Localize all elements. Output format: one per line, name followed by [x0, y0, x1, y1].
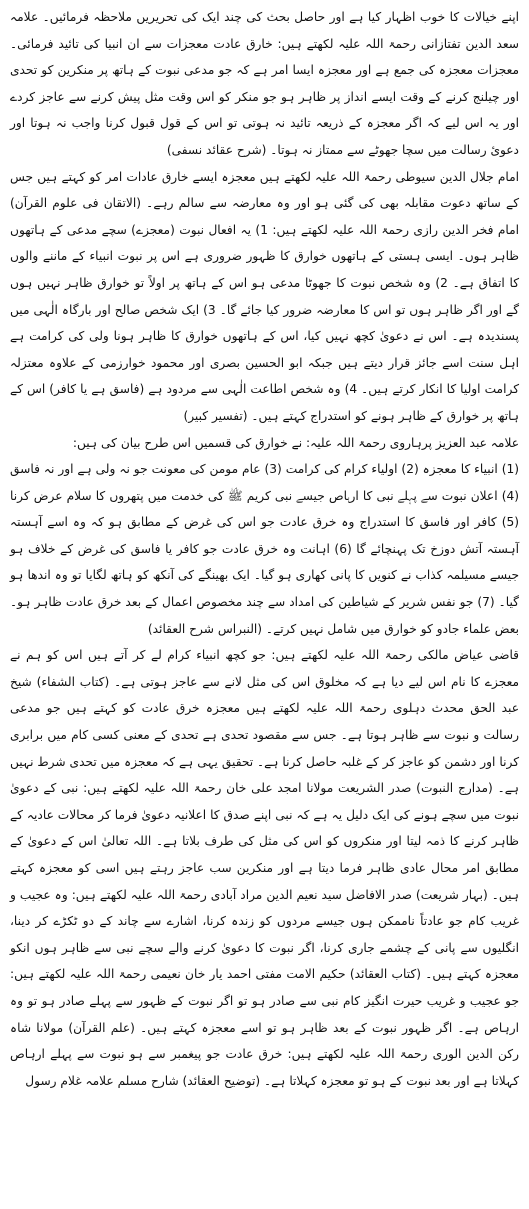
paragraph-types-of-khawariq: (1) انبیاء کا معجزہ (2) اولیاء کرام کی کرامت (3) عام مومن کی معونت جو نہ ولی ہے اور نہ فاسق (4) اعلان نبوت سے پہلے نبی کا ارہاص جیسے نبی کریم ﷺ کی خدمت میں پتھروں کا سلام عرض کرنا (5) کافر اور فاسق کا استدراج وہ خرق عادت جو اس کی غرض کے مطابق ہو کہ وہ اسے آہستہ آہستہ آتش دوزخ تک پہنچائے گا (6) اہانت وہ خرق عادت جو کافر یا فاسق کی غرض کے خلاف ہو جیسے مسیلمہ کذاب نے کنویں کا پانی کھاری ہو گیا۔ ایک بھینگے کی آنکھ کو ہاتھ لگایا تو وہ اندھا ہو گیا۔ (7) جو نفس شریر کے شیاطین کی امداد سے چند مخصوص اعمال کے بعد خرق عادت ظاہر ہو۔ بعض علماء جادو کو خوارق میں شامل نہیں کرتے۔ (النبراس شرح العقائد) — [10, 462, 519, 636]
paragraph-suyuti-razi: امام جلال الدین سیوطی رحمۃ اللہ علیہ لکھتے ہیں معجزہ ایسے خارق عادات امر کو کہتے ہیں جس کے ساتھ دعوت مقابلہ بھی کی گئی ہو اور وہ معارضہ سے سالم رہے۔ (الاتقان فی علوم القرآن) امام فخر الدین رازی رحمۃ اللہ علیہ لکھتے ہیں: 1) یہ افعال نبوت (معجزے) سچے مدعی کے ہاتھوں ظاہر ہوں۔ ایسی ہستی کے ہاتھوں خوارق کا ظہور ضروری ہے اس پر نبوت انبیاء کے ماننے والوں کا اتفاق ہے۔ 2) وہ شخص نبوت کا جھوٹا مدعی ہو اس کے ہاتھ پر اولاً تو خوارق ظاہر نہیں ہوں گے اور اگر ظاہر ہوں تو اس کا معارضہ ضرور کیا جائے گا۔ 3) ایک شخص صالح اور بارگاہ الٰہی میں پسندیدہ ہے۔ اس نے دعویٰ کچھ نہیں کیا، اس کے ہاتھوں خوارق کا ظاہر ہونا ولی کی کرامت ہے اہل سنت اسے جائز قرار دیتے ہیں جبکہ ابو الحسین بصری اور محمود خوارزمی کے علاوہ معتزلہ کرامت اولیا کا انکار کرتے ہیں۔ 4) وہ شخص اطاعت الٰہی سے مردود ہے (فاسق ہے یا کافر) اس کے ہاتھ پر خوارق کے ظاہر ہونے کو استدراج کہتے ہیں۔ (تفسیر کبیر) — [10, 169, 520, 423]
paragraph-qazi-iyaz-and-others: قاضی عیاض مالکی رحمۃ اللہ علیہ لکھتے ہیں: جو کچھ انبیاء کرام لے کر آتے ہیں اس کو ہم نے معجزے کا نام اس لیے دیا ہے کہ مخلوق اس کی مثل لانے سے عاجز ہوتی ہے۔ (کتاب الشفاء) شیخ عبد الحق محدث دہلوی رحمۃ اللہ علیہ لکھتے ہیں معجزہ خرق عادت کو کہتے ہیں جو مدعی رسالت و نبوت سے ظاہر ہوتا ہے۔ جس سے مقصود تحدی ہے تحدی کے معنی کسی کام میں برابری کرنا اور دشمن کو عاجز کر کے غلبہ حاصل کرنا ہے۔ تحقیق یہی ہے کہ معجزہ میں تحدی شرط نہیں ہے۔ (مدارج النبوت) صدر الشریعت مولانا امجد علی خان رحمۃ اللہ علیہ لکھتے ہیں: نبی کے دعویٰ نبوت میں سچے ہونے کی ایک دلیل یہ ہے کہ نبی اپنے صدق کا اعلانیہ دعویٰ فرما کر محالات عادیہ کے ظاہر کرنے کا ذمہ لیتا اور منکروں کو اس کی مثل کی طرف بلاتا ہے۔ اللہ تعالیٰ اس کے دعویٰ کے مطابق امر محال عادی ظاہر فرما دیتا ہے اور منکرین سب عاجز رہتے ہیں اسی کو معجزہ کہتے ہیں۔ (بہار شریعت) صدر الافاضل سید نعیم الدین مراد آبادی رحمۃ اللہ علیہ لکھتے ہیں: وہ عجیب و غریب کام جو عادتاً ناممکن ہوں جیسے مردوں کو زندہ کرنا، اشارے سے چاند کے دو ٹکڑے کر دینا، انگلیوں سے پانی کے چشمے جاری کرنا، اگر نبوت کا دعویٰ کرنے والے سچے نبی سے ظاہر ہوں انکو معجزہ کہتے ہیں۔ (کتاب العقائد) حکیم الامت مفتی احمد یار خان نعیمی رحمۃ اللہ علیہ لکھتے ہیں: جو عجیب و غریب حیرت انگیز کام نبی سے صادر ہو تو اگر نبوت کے ظہور سے پہلے صادر ہو تو وہ ارہاص ہے۔ اگر ظہور نبوت کے بعد ظاہر ہو تو اسے معجزہ کہتے ہیں۔ (علم القرآن) مولانا شاہ رکن الدین الوری رحمۃ اللہ علیہ لکھتے ہیں: خرق عادت جو پیغمبر سے ہو نبوت سے پہلے ارہاص کہلاتا ہے اور بعد نبوت کے ہو تو معجزہ کہلاتا ہے۔ (توضیح العقائد) شارح مسلم علامہ غلام رسول — [10, 648, 519, 1088]
paragraph-parharvi-intro: علامہ عبد العزیز پرہاروی رحمۃ اللہ علیہ: نے خوارق کی قسمیں اس طرح بیان کی ہیں: — [72, 435, 519, 450]
paragraph-taftazani: اپنے خیالات کا خوب اظہار کیا ہے اور حاصل بحث کی چند ایک کی تحریریں ملاحظہ فرمائیں۔ علامہ سعد الدین تفتازانی رحمۃ اللہ علیہ لکھتے ہیں: خارق عادت معجزات سے ان انبیا کی تائید فرمائی۔ معجزات معجزہ کی جمع ہے اور معجزہ ایسا امر ہے کہ جو مدعی نبوت کے ہاتھ پر منکرین کو تحدی اور چیلنج کرنے کے وقت ایسے انداز پر ظاہر ہو جو منکر کو اس وقت مثل پیش کرنے سے عاجز کردے اور یہ اس لیے کہ اگر معجزہ کے ذریعہ تائید نہ ہوتی تو اس کے قول قبول کرنا واجب نہ ہوتا اور دعویٔ رسالت میں سچا جھوٹے سے ممتاز نہ ہوتا۔ (شرح عقائد نسفی) — [10, 10, 519, 157]
